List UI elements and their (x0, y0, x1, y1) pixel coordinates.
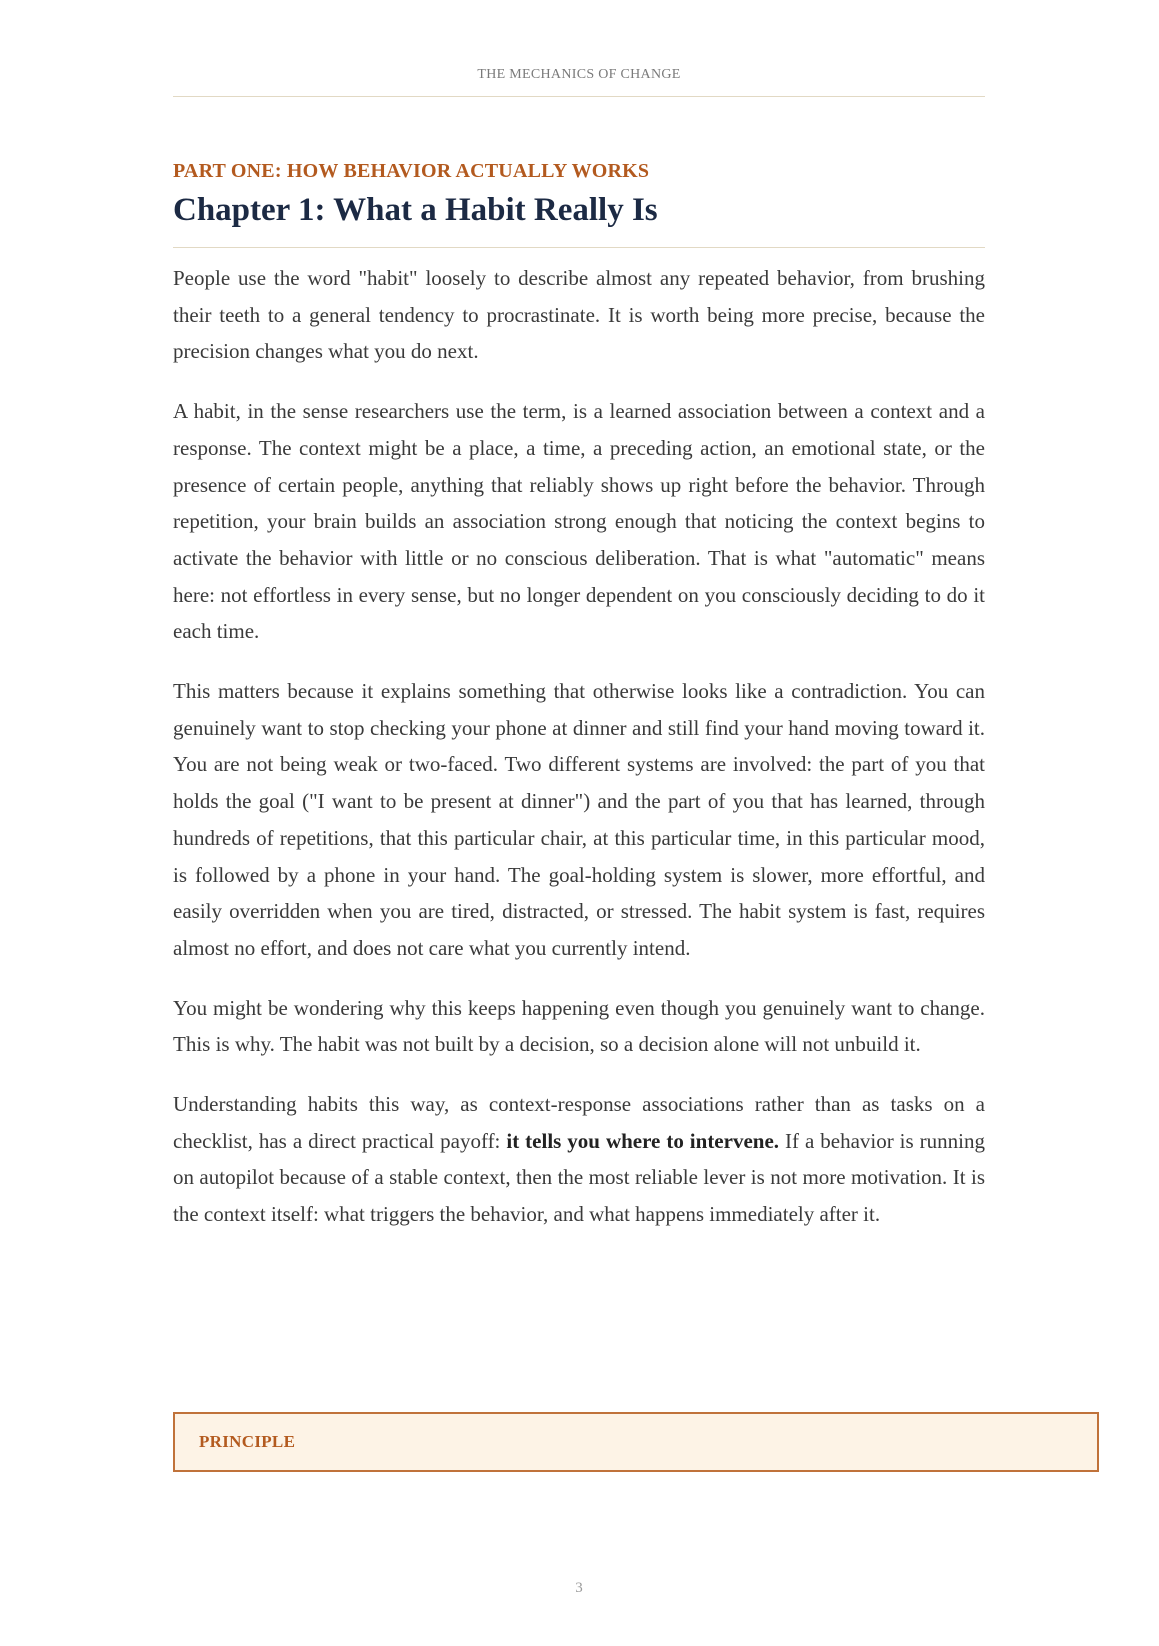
paragraph-5-emphasis: it tells you where to intervene. (506, 1128, 780, 1153)
paragraph-1: People use the word "habit" loosely to describe almost any repeated behavior, from brushing their teeth to a general tendency to procrastinate. It is worth being more precise, because the precision changes what you do next. (173, 266, 985, 364)
paragraph-5 (173, 1086, 985, 1233)
paragraph-5-text-before: Understanding habits this way, as context-response associations rather than as tasks on a checklist, has a direct practical payoff: (173, 1092, 985, 1153)
header-divider (173, 96, 985, 97)
paragraph-2: A habit, in the sense researchers use the term, is a learned association between a context and a response. The context might be a place, a time, a preceding action, an emotional state, or the presence of certain people, anything that reliably shows up right before the behavior. Through repetition, your brain builds an association strong enough that noticing the context begins to activate the behavior with little or no conscious deliberation. That is what "automatic" means here: not effortless in every sense, but no longer dependent on you consciously deciding to do it each time. (173, 399, 985, 644)
paragraph-4: You might be wondering why this keeps happening even though you genuinely want to change. This is why. The habit was not built by a decision, so a decision alone will not unbuild it. (173, 995, 985, 1057)
title-divider (173, 247, 985, 248)
page-number: 3 (575, 1580, 583, 1596)
chapter-title: Chapter 1: What a Habit Really Is (173, 192, 658, 228)
paragraph-5-text-after: If a behavior is running on autopilot because of a stable context, then the most reliable lever is not more motivation. It is the context itself: what triggers the behavior, and what happens immediately after it. (173, 1128, 985, 1227)
paragraph-3: This matters because it explains something that otherwise looks like a contradiction. You can genuinely want to stop checking your phone at dinner and still find your hand moving toward it. You are not being weak or two-faced. Two different systems are involved: the part of you that holds the goal ("I want to be present at dinner") and the part of you that has learned, through hundreds of repetitions, that this particular chair, at this particular time, in this particular mood, is followed by a phone in your hand. The goal-holding system is slower, more effortful, and easily overridden when you are tired, distracted, or stressed. The habit system is fast, requires almost no effort, and does not care what you currently intend. (173, 679, 985, 960)
part-label: PART ONE: HOW BEHAVIOR ACTUALLY WORKS (173, 160, 650, 182)
principle-label: PRINCIPLE (199, 1432, 296, 1451)
running-head: THE MECHANICS OF CHANGE (477, 67, 681, 82)
principle-callout (173, 1412, 1099, 1472)
chapter-body (173, 260, 985, 1256)
